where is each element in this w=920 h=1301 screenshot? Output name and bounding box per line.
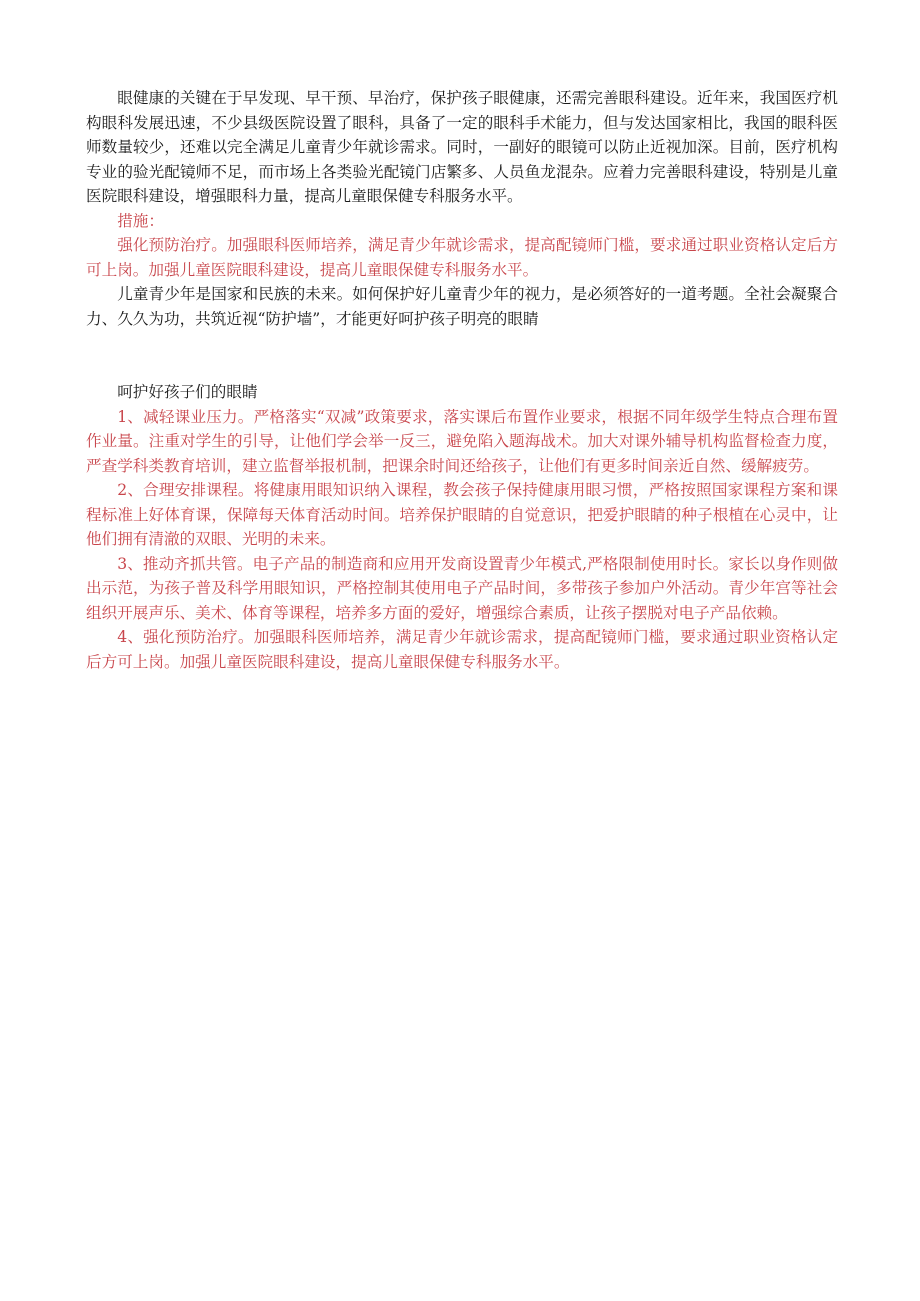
conclusion-paragraph: 儿童青少年是国家和民族的未来。如何保护好儿童青少年的视力，是必须答好的一道考题。全社会凝聚合力、久久为功，共筑近视“防护墙”，才能更好呵护孩子明亮的眼睛 bbox=[86, 285, 838, 328]
list-item: 3、推动齐抓共管。电子产品的制造商和应用开发商设置青少年模式,严格限制使用时长。家长以身作则做出示范，为孩子普及科学用眼知识，严格控制其使用电子产品时间，多带孩子参加户外活动。青少年宫等社会组织开展声乐、美术、体育等课程，培养多方面的爱好，增强综合素质，让孩子摆脱对电子产品依赖。 bbox=[86, 554, 838, 622]
list-item: 1、减轻课业压力。严格落实“双减”政策要求，落实课后布置作业要求，根据不同年级学生特点合理布置作业量。注重对学生的引导，让他们学会举一反三，避免陷入题海战术。加大对课外辅导机构监督检查力度，严查学科类教育培训，建立监督举报机制，把课余时间还给孩子，让他们有更多时间亲近自然、缓解疲劳。 bbox=[86, 407, 838, 475]
measures-paragraph: 强化预防治疗。加强眼科医师培养，满足青少年就诊需求，提高配镜师门槛，要求通过职业资格认定后方可上岗。加强儿童医院眼科建设，提高儿童眼保健专科服务水平。 bbox=[86, 236, 838, 279]
list-item: 4、强化预防治疗。加强眼科医师培养，满足青少年就诊需求，提高配镜师门槛，要求通过职业资格认定后方可上岗。加强儿童医院眼科建设，提高儿童眼保健专科服务水平。 bbox=[86, 628, 838, 671]
measures-label: 措施： bbox=[117, 211, 164, 230]
list-item: 2、合理安排课程。将健康用眼知识纳入课程，教会孩子保持健康用眼习惯，严格按照国家课程方案和课程标准上好体育课，保障每天体育活动时间。培养保护眼睛的自觉意识，把爱护眼睛的种子根植在心灵中，让他们拥有清澈的双眼、光明的未来。 bbox=[86, 481, 838, 548]
document-body bbox=[86, 86, 838, 674]
intro-paragraph: 眼健康的关键在于早发现、早干预、早治疗，保护孩子眼健康，还需完善眼科建设。近年来，我国医疗机构眼科发展迅速，不少县级医院设置了眼科，具备了一定的眼科手术能力，但与发达国家相比，我国的眼科医师数量较少，还难以完全满足儿童青少年就诊需求。同时，一副好的眼镜可以防止近视加深。目前，医疗机构专业的验光配镜师不足，而市场上各类验光配镜门店繁多、人员鱼龙混杂。应着力完善眼科建设，特别是儿童医院眼科建设，增强眼科力量，提高儿童眼保健专科服务水平。 bbox=[86, 89, 838, 205]
section-title: 呵护好孩子们的眼睛 bbox=[117, 383, 258, 401]
section-spacer bbox=[86, 331, 838, 380]
